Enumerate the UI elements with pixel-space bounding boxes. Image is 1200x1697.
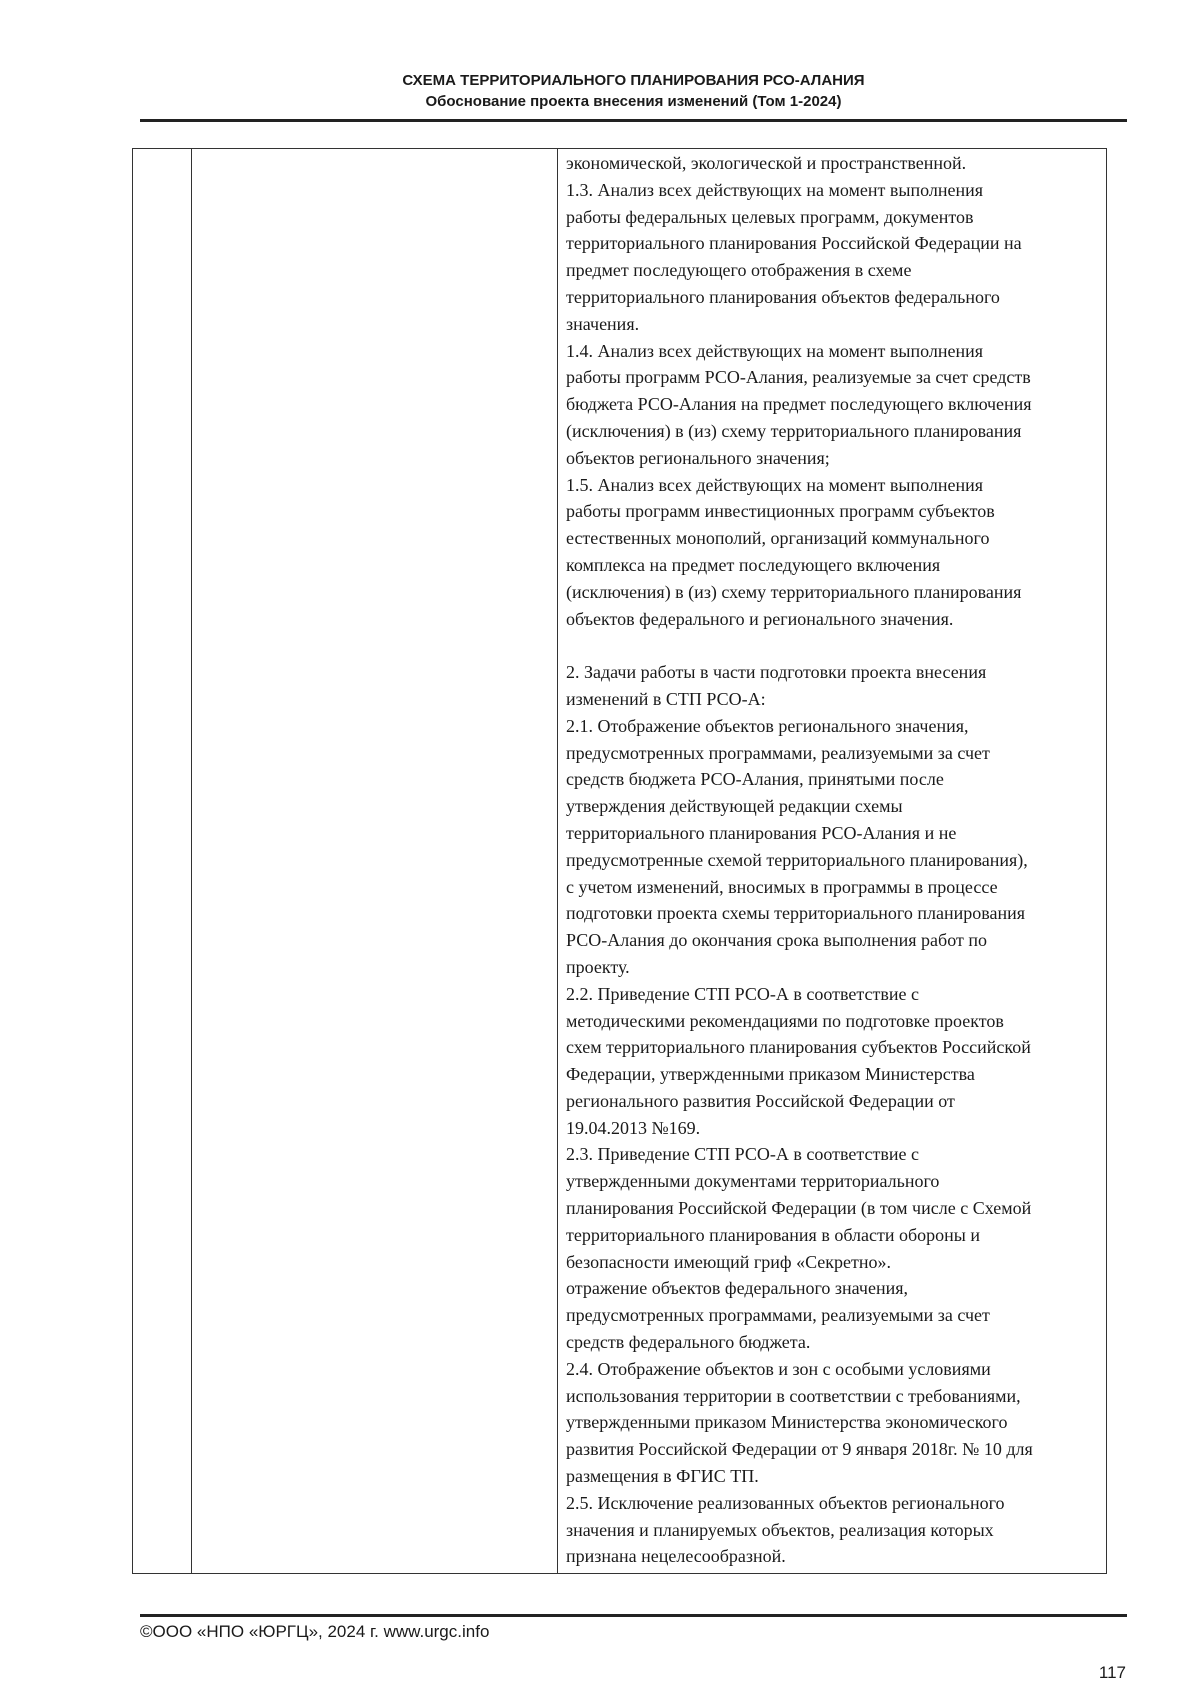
content-line: проекту. (566, 956, 630, 977)
content-line: утвержденными приказом Министерства экономического (566, 1412, 1008, 1433)
content-line: подготовки проекта схемы территориального планирования (566, 903, 1025, 924)
content-line: методическими рекомендациями по подготовке проектов (566, 1010, 1004, 1031)
content-line: развития Российской Федерации от 9 января 2018г. № 10 для (566, 1439, 1033, 1460)
content-line: РСО-Алания до окончания срока выполнения работ по (566, 930, 987, 951)
page-header (140, 70, 1127, 112)
column-separator-1 (191, 149, 192, 1573)
content-line: предмет последующего отображения в схеме (566, 260, 912, 281)
content-line: признана нецелесообразной. (566, 1546, 786, 1567)
content-line: естественных монополий, организаций коммунального (566, 528, 990, 549)
header-divider (140, 119, 1127, 122)
table-cell-content (566, 150, 1106, 1570)
document-title: СХЕМА ТЕРРИТОРИАЛЬНОГО ПЛАНИРОВАНИЯ РСО-АЛАНИЯ (402, 72, 865, 89)
content-line: работы программ РСО-Алания, реализуемые за счет средств (566, 367, 1031, 388)
content-line: 1.4. Анализ всех действующих на момент выполнения (566, 340, 984, 361)
content-line: 2.4. Отображение объектов и зон с особыми условиями (566, 1358, 991, 1379)
content-line: 19.04.2013 №169. (566, 1117, 701, 1138)
content-table (132, 148, 1107, 1574)
content-line: территориального планирования объектов федерального (566, 286, 1000, 307)
content-line: схем территориального планирования субъектов Российской (566, 1037, 1031, 1058)
content-line: утверждения действующей редакции схемы (566, 796, 903, 817)
content-line: планирования Российской Федерации (в том числе с Схемой (566, 1198, 1032, 1219)
footer-divider (140, 1614, 1127, 1617)
content-line: территориального планирования в области обороны и (566, 1224, 981, 1245)
content-line: работы программ инвестиционных программ субъектов (566, 501, 995, 522)
content-line: бюджета РСО-Алания на предмет последующего включения (566, 394, 1032, 415)
content-line: экономической, экологической и пространственной. (566, 153, 967, 173)
content-line: работы федеральных целевых программ, документов (566, 206, 974, 227)
footer-copyright: ©ООО «НПО «ЮРГЦ», 2024 г. www.urgc.info (140, 1622, 490, 1641)
content-line: размещения в ФГИС ТП. (566, 1466, 759, 1487)
content-line: предусмотренных программами, реализуемыми за счет (566, 1305, 990, 1326)
content-line: предусмотренные схемой территориального планирования), (566, 849, 1028, 870)
column-separator-2 (557, 149, 558, 1573)
content-line: значения. (566, 313, 640, 334)
content-line: 2.2. Приведение СТП РСО-А в соответствие с (566, 983, 919, 1004)
content-line (566, 632, 1106, 659)
content-line: изменений в СТП РСО-А: (566, 688, 766, 709)
content-line: Федерации, утвержденными приказом Министерства (566, 1064, 975, 1085)
content-line: 2.5. Исключение реализованных объектов регионального (566, 1492, 1005, 1513)
content-line: регионального развития Российской Федерации от (566, 1090, 955, 1111)
content-line: (исключения) в (из) схему территориального планирования (566, 581, 1022, 602)
content-line: предусмотренных программами, реализуемыми за счет (566, 742, 990, 763)
page-number: 117 (1098, 1663, 1126, 1682)
content-line: утвержденными документами территориального (566, 1171, 940, 1192)
content-line: значения и планируемых объектов, реализация которых (566, 1519, 994, 1540)
content-line: (исключения) в (из) схему территориального планирования (566, 420, 1022, 441)
content-line: безопасности имеющий гриф «Секретно». (566, 1251, 892, 1272)
content-line: средств бюджета РСО-Алания, принятыми после (566, 769, 944, 790)
content-line: 1.5. Анализ всех действующих на момент выполнения (566, 474, 984, 495)
content-line: с учетом изменений, вносимых в программы в процессе (566, 876, 998, 897)
content-line: 2. Задачи работы в части подготовки проекта внесения (566, 662, 987, 683)
content-line: комплекса на предмет последующего включения (566, 554, 941, 575)
content-line: территориального планирования РСО-Алания и не (566, 822, 957, 843)
content-line: территориального планирования Российской Федерации на (566, 233, 1022, 254)
content-line: объектов федерального и регионального значения. (566, 608, 954, 629)
content-line: 2.3. Приведение СТП РСО-А в соответствие с (566, 1144, 919, 1165)
content-line: использования территории в соответствии с требованиями, (566, 1385, 1021, 1406)
content-line: 1.3. Анализ всех действующих на момент выполнения (566, 179, 984, 200)
content-line: средств федерального бюджета. (566, 1332, 811, 1353)
content-line: 2.1. Отображение объектов регионального значения, (566, 715, 969, 736)
content-line: объектов регионального значения; (566, 447, 830, 468)
document-subtitle: Обоснование проекта внесения изменений (Том 1-2024) (425, 93, 842, 110)
content-line: отражение объектов федерального значения, (566, 1278, 908, 1299)
